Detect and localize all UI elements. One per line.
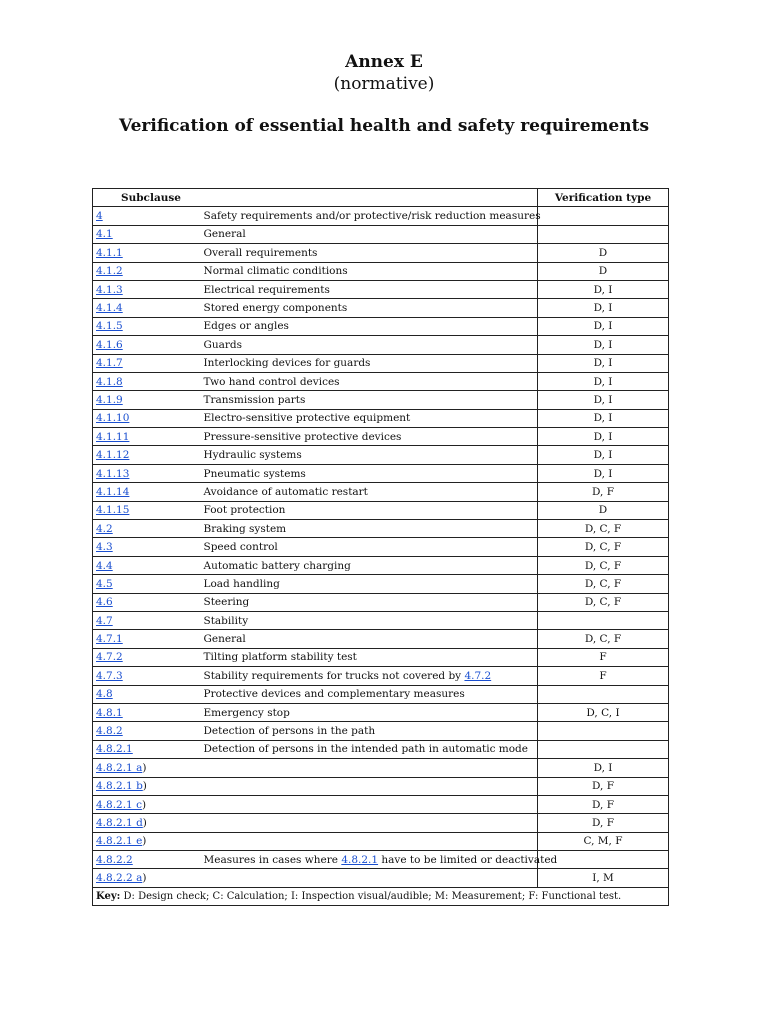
subclause-cell bbox=[93, 851, 201, 869]
description-cell bbox=[201, 391, 538, 409]
subclause-cell bbox=[93, 225, 201, 243]
verification-type-cell: D bbox=[538, 244, 669, 262]
description-cell bbox=[201, 575, 538, 593]
subclause-link[interactable]: 4.8.2.1 e bbox=[96, 835, 143, 848]
subclause-cell bbox=[93, 299, 201, 317]
subclause-link[interactable]: 4.1 bbox=[96, 228, 113, 241]
key-cell bbox=[93, 887, 669, 905]
subclause-link[interactable]: 4.1.6 bbox=[96, 338, 123, 351]
description-cell bbox=[201, 244, 538, 262]
verification-type-cell: D, F bbox=[538, 777, 669, 795]
description-cell bbox=[201, 520, 538, 538]
description-text: Hydraulic systems bbox=[203, 449, 302, 462]
verification-type-cell: D bbox=[538, 501, 669, 519]
subclause-link[interactable]: 4.1.13 bbox=[96, 467, 130, 480]
description-cell bbox=[201, 648, 538, 666]
subclause-cell bbox=[93, 869, 201, 887]
subclause-cell bbox=[93, 814, 201, 832]
verification-table bbox=[92, 188, 669, 906]
subclause-cell bbox=[93, 520, 201, 538]
verification-type-cell: F bbox=[538, 648, 669, 666]
subclause-link[interactable]: 4.4 bbox=[96, 559, 113, 572]
table-row bbox=[93, 244, 669, 262]
table-row bbox=[93, 777, 669, 795]
subclause-cell bbox=[93, 759, 201, 777]
description-text: Safety requirements and/or protective/risk reduction measures bbox=[203, 210, 541, 223]
annex-header bbox=[0, 52, 768, 136]
table-row bbox=[93, 869, 669, 887]
subclause-link[interactable]: 4.8.2.1 d bbox=[96, 816, 143, 829]
subclause-suffix: ) bbox=[142, 761, 147, 774]
subclause-link[interactable]: 4.1.7 bbox=[96, 357, 123, 370]
verification-type-cell: D, I bbox=[538, 464, 669, 482]
annex-subtitle: (normative) bbox=[333, 74, 435, 94]
subclause-link[interactable]: 4.7.1 bbox=[96, 633, 123, 646]
subclause-cell bbox=[93, 575, 201, 593]
description-text: Tilting platform stability test bbox=[203, 651, 357, 664]
verification-type-cell: I, M bbox=[538, 869, 669, 887]
subclause-cell bbox=[93, 244, 201, 262]
description-text: Avoidance of automatic restart bbox=[203, 485, 368, 498]
key-label: Key: bbox=[96, 890, 121, 902]
subclause-cell bbox=[93, 832, 201, 850]
annex-heading: Verification of essential health and safety requirements bbox=[118, 116, 650, 136]
description-text: Pressure-sensitive protective devices bbox=[203, 430, 402, 443]
description-text: Braking system bbox=[203, 522, 287, 535]
subclause-cell bbox=[93, 703, 201, 721]
table-row bbox=[93, 464, 669, 482]
description-header bbox=[201, 189, 538, 207]
verification-type-cell bbox=[538, 207, 669, 225]
annex-title: Annex E bbox=[345, 52, 423, 72]
verification-type-cell bbox=[538, 722, 669, 740]
subclause-link[interactable]: 4.8.2.1 c bbox=[96, 798, 142, 811]
verification-type-cell: D bbox=[538, 262, 669, 280]
description-text: Stability requirements for trucks not covered by bbox=[203, 669, 465, 682]
subclause-cell bbox=[93, 428, 201, 446]
subclause-link[interactable]: 4.8.1 bbox=[96, 706, 123, 719]
subclause-cell bbox=[93, 483, 201, 501]
description-cell bbox=[201, 280, 538, 298]
verification-type-cell: D, C, F bbox=[538, 538, 669, 556]
table-row bbox=[93, 262, 669, 280]
description-cell bbox=[201, 483, 538, 501]
table-body bbox=[93, 207, 669, 887]
description-text: Protective devices and complementary measures bbox=[203, 688, 465, 701]
description-cell bbox=[201, 814, 538, 832]
table-row bbox=[93, 593, 669, 611]
key-row bbox=[93, 887, 669, 905]
description-cell bbox=[201, 464, 538, 482]
table-row bbox=[93, 685, 669, 703]
subclause-cell bbox=[93, 685, 201, 703]
description-cell bbox=[201, 740, 538, 758]
description-text-after: have to be limited or deactivated bbox=[378, 853, 558, 866]
subclause-link[interactable]: 4.1.10 bbox=[96, 412, 130, 425]
verification-type-cell: D, C, F bbox=[538, 575, 669, 593]
description-cell bbox=[201, 225, 538, 243]
verification-type-cell: D, I bbox=[538, 759, 669, 777]
table-row bbox=[93, 556, 669, 574]
subclause-link[interactable]: 4.2 bbox=[96, 522, 113, 535]
subclause-cell bbox=[93, 740, 201, 758]
subclause-suffix: ) bbox=[142, 780, 147, 793]
subclause-cell bbox=[93, 317, 201, 335]
subclause-link[interactable]: 4.7 bbox=[96, 614, 113, 627]
subclause-cell bbox=[93, 667, 201, 685]
description-cell bbox=[201, 795, 538, 813]
description-cell bbox=[201, 428, 538, 446]
verification-type-cell bbox=[538, 225, 669, 243]
description-cell bbox=[201, 611, 538, 629]
description-cell bbox=[201, 317, 538, 335]
verification-type-cell: D, I bbox=[538, 280, 669, 298]
verification-type-cell: D, I bbox=[538, 409, 669, 427]
verification-type-cell: D, I bbox=[538, 336, 669, 354]
subclause-cell bbox=[93, 501, 201, 519]
description-cell bbox=[201, 538, 538, 556]
description-text: Foot protection bbox=[203, 504, 286, 517]
subclause-link[interactable]: 4.6 bbox=[96, 596, 113, 609]
subclause-link[interactable]: 4.1.1 bbox=[96, 246, 123, 259]
subclause-link[interactable]: 4.1.12 bbox=[96, 449, 130, 462]
table-row bbox=[93, 722, 669, 740]
description-cell bbox=[201, 446, 538, 464]
subclause-suffix: ) bbox=[141, 798, 147, 811]
subclause-cell bbox=[93, 777, 201, 795]
verification-type-cell: D, I bbox=[538, 446, 669, 464]
subclause-cell bbox=[93, 391, 201, 409]
table-row bbox=[93, 280, 669, 298]
description-text: Detection of persons in the intended path in automatic mode bbox=[203, 743, 528, 756]
description-text: Measures in cases where bbox=[203, 853, 342, 866]
description-text: Detection of persons in the path bbox=[203, 725, 376, 738]
subclause-cell bbox=[93, 280, 201, 298]
table-row bbox=[93, 501, 669, 519]
verification-type-cell: D, I bbox=[538, 428, 669, 446]
table-row bbox=[93, 538, 669, 556]
subclause-cell bbox=[93, 354, 201, 372]
verification-type-cell: D, F bbox=[538, 795, 669, 813]
subclause-link[interactable]: 4.1.4 bbox=[96, 302, 123, 315]
description-text: General bbox=[203, 633, 246, 646]
table-row bbox=[93, 611, 669, 629]
subclause-cell bbox=[93, 648, 201, 666]
description-text: Stability bbox=[203, 614, 249, 627]
subclause-cell bbox=[93, 446, 201, 464]
table-row bbox=[93, 851, 669, 869]
description-text: Electro-sensitive protective equipment bbox=[203, 412, 411, 425]
verification-type-cell: D, F bbox=[538, 814, 669, 832]
subclause-link[interactable]: 4.5 bbox=[96, 577, 113, 590]
subclause-link[interactable]: 4 bbox=[96, 210, 103, 223]
description-text: Overall requirements bbox=[203, 246, 318, 259]
description-text: Two hand control devices bbox=[203, 375, 340, 388]
cross-reference-link[interactable]: 4.8.2.1 bbox=[341, 853, 379, 866]
table-row bbox=[93, 703, 669, 721]
description-text: Electrical requirements bbox=[203, 283, 330, 296]
verification-type-cell: D, I bbox=[538, 372, 669, 390]
subclause-cell bbox=[93, 372, 201, 390]
table-row bbox=[93, 483, 669, 501]
subclause-link[interactable]: 4.7.2 bbox=[96, 651, 123, 664]
table-row bbox=[93, 446, 669, 464]
description-text: Steering bbox=[203, 596, 250, 609]
table-row bbox=[93, 372, 669, 390]
description-text: Interlocking devices for guards bbox=[203, 357, 371, 370]
verification-type-cell: D, C, F bbox=[538, 593, 669, 611]
subclause-cell bbox=[93, 207, 201, 225]
subclause-cell bbox=[93, 409, 201, 427]
description-cell bbox=[201, 667, 538, 685]
table-row bbox=[93, 648, 669, 666]
table-row bbox=[93, 630, 669, 648]
table-row bbox=[93, 391, 669, 409]
table-row bbox=[93, 299, 669, 317]
description-text: Stored energy components bbox=[203, 302, 348, 315]
description-text: Edges or angles bbox=[203, 320, 289, 333]
subclause-link[interactable]: 4.8 bbox=[96, 688, 113, 701]
description-text: Guards bbox=[203, 338, 243, 351]
subclause-link[interactable]: 4.1.8 bbox=[96, 375, 123, 388]
table-row bbox=[93, 832, 669, 850]
table-row bbox=[93, 795, 669, 813]
subclause-link[interactable]: 4.8.2.1 b bbox=[96, 780, 143, 793]
table-row bbox=[93, 520, 669, 538]
subclause-suffix: ) bbox=[142, 816, 147, 829]
description-cell bbox=[201, 832, 538, 850]
description-cell bbox=[201, 869, 538, 887]
description-cell bbox=[201, 777, 538, 795]
subclause-suffix: ) bbox=[142, 835, 147, 848]
description-cell bbox=[201, 372, 538, 390]
subclause-cell bbox=[93, 593, 201, 611]
subclause-link[interactable]: 4.8.2.2 bbox=[96, 853, 133, 866]
subclause-cell bbox=[93, 630, 201, 648]
table-row bbox=[93, 317, 669, 335]
table-row bbox=[93, 409, 669, 427]
subclause-link[interactable]: 4.1.5 bbox=[96, 320, 123, 333]
description-cell bbox=[201, 703, 538, 721]
description-cell bbox=[201, 207, 541, 225]
description-text: Transmission parts bbox=[203, 393, 306, 406]
description-text: Speed control bbox=[203, 541, 278, 554]
description-text: Load handling bbox=[203, 577, 280, 590]
verification-type-cell: D, C, I bbox=[538, 703, 669, 721]
subclause-link[interactable]: 4.1.3 bbox=[96, 283, 123, 296]
subclause-link[interactable]: 4.1.14 bbox=[96, 485, 130, 498]
table-row bbox=[93, 759, 669, 777]
description-cell bbox=[201, 593, 538, 611]
verification-type-cell: C, M, F bbox=[538, 832, 669, 850]
verification-type-cell: D, F bbox=[538, 483, 669, 501]
subclause-link[interactable]: 4.3 bbox=[96, 541, 113, 554]
subclause-cell bbox=[93, 795, 201, 813]
verification-type-cell: D, C, F bbox=[538, 630, 669, 648]
subclause-cell bbox=[93, 611, 201, 629]
subclause-link[interactable]: 4.1.9 bbox=[96, 393, 123, 406]
subclause-link[interactable]: 4.8.2.1 a bbox=[96, 761, 143, 774]
description-text: Emergency stop bbox=[203, 706, 290, 719]
subclause-link[interactable]: 4.7.3 bbox=[96, 669, 123, 682]
verification-type-header: Verification type bbox=[538, 189, 669, 207]
key-text: D: Design check; C: Calculation; I: Inspection visual/audible; M: Measurement; F: Functional test. bbox=[120, 890, 622, 902]
description-text: Pneumatic systems bbox=[203, 467, 306, 480]
verification-type-cell bbox=[538, 611, 669, 629]
subclause-cell bbox=[93, 464, 201, 482]
table-row bbox=[93, 336, 669, 354]
description-cell bbox=[201, 759, 538, 777]
subclause-cell bbox=[93, 336, 201, 354]
subclause-link[interactable]: 4.1.2 bbox=[96, 265, 123, 278]
table-row bbox=[93, 814, 669, 832]
table-row bbox=[93, 575, 669, 593]
description-cell bbox=[201, 722, 538, 740]
subclause-link[interactable]: 4.8.2 bbox=[96, 725, 123, 738]
description-cell bbox=[201, 262, 538, 280]
verification-type-cell: F bbox=[538, 667, 669, 685]
table-row bbox=[93, 428, 669, 446]
verification-type-cell: D, C, F bbox=[538, 520, 669, 538]
description-cell bbox=[201, 336, 538, 354]
table-row bbox=[93, 225, 669, 243]
verification-type-cell: D, I bbox=[538, 317, 669, 335]
description-text: Normal climatic conditions bbox=[203, 265, 348, 278]
subclause-link[interactable]: 4.1.11 bbox=[96, 430, 130, 443]
subclause-cell bbox=[93, 556, 201, 574]
description-cell bbox=[201, 501, 538, 519]
verification-type-cell: D, C, F bbox=[538, 556, 669, 574]
subclause-header: Subclause bbox=[93, 189, 201, 207]
subclause-cell bbox=[93, 722, 201, 740]
description-text: General bbox=[203, 228, 246, 241]
table-row bbox=[93, 207, 669, 225]
verification-type-cell: D, I bbox=[538, 391, 669, 409]
verification-type-cell: D, I bbox=[538, 354, 669, 372]
cross-reference-link[interactable]: 4.7.2 bbox=[464, 669, 492, 682]
subclause-suffix: ) bbox=[142, 872, 147, 885]
verification-type-cell bbox=[538, 740, 669, 758]
description-text: Automatic battery charging bbox=[203, 559, 351, 572]
description-cell bbox=[201, 409, 538, 427]
subclause-cell bbox=[93, 262, 201, 280]
subclause-link[interactable]: 4.1.15 bbox=[96, 504, 130, 517]
table-row bbox=[93, 354, 669, 372]
description-cell bbox=[201, 354, 538, 372]
table-header-row bbox=[93, 189, 669, 207]
table-row bbox=[93, 740, 669, 758]
description-cell bbox=[201, 556, 538, 574]
description-cell bbox=[201, 630, 538, 648]
subclause-cell bbox=[93, 538, 201, 556]
description-cell bbox=[201, 299, 538, 317]
verification-type-cell: D, I bbox=[538, 299, 669, 317]
subclause-link[interactable]: 4.8.2.2 a bbox=[96, 872, 143, 885]
table-row bbox=[93, 667, 669, 685]
subclause-link[interactable]: 4.8.2.1 bbox=[96, 743, 133, 756]
description-cell bbox=[201, 851, 558, 869]
verification-type-cell bbox=[538, 685, 669, 703]
description-cell bbox=[201, 685, 538, 703]
